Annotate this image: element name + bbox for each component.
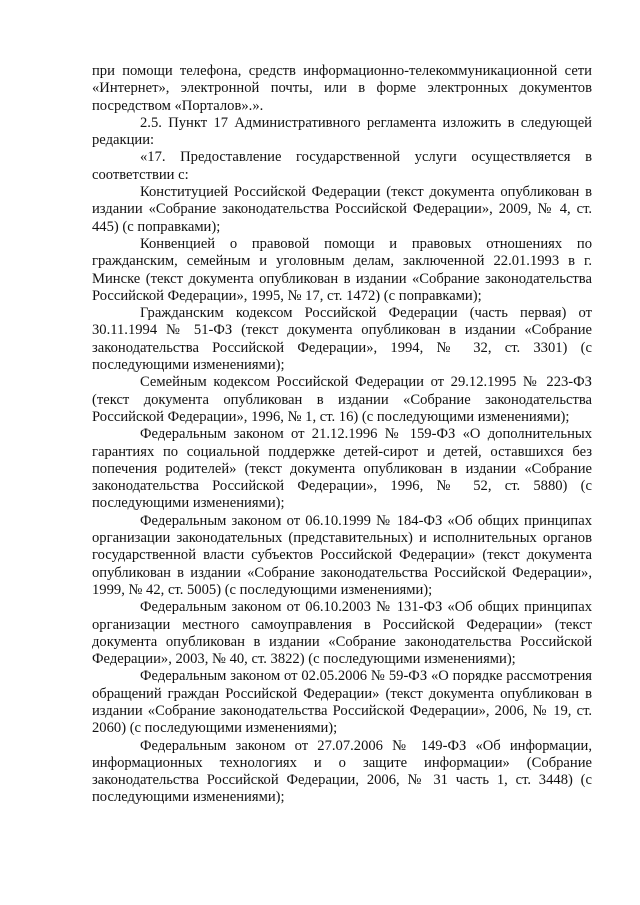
paragraph-convention: Конвенцией о правовой помощи и правовых отношениях по гражданским, семейным и уголовным делам, заключенной 22.01.1993 в г. Минске (текст документа опубликован в издании «Собрание законодательства Российской Федерации», 1995, № 17, ст. 1472) (с поправками); [92,235,592,304]
paragraph-law-131: Федеральным законом от 06.10.2003 № 131-ФЗ «Об общих принципах организации местного самоуправления в Российской Федерации» (текст документа опубликован в издании «Собрание законодательства Российской Федерации», 2003, № 40, ст. 3822) (с последующими изменениями); [92,599,592,668]
paragraph-continuation: при помощи телефона, средств информационно-телекоммуникационной сети «Интернет», электронной почты, или в форме электронных документов посредством «Порталов».». [92,63,592,114]
paragraph-law-184: Федеральным законом от 06.10.1999 № 184-ФЗ «Об общих принципах организации законодательных (представительных) и исполнительных органов государственной власти субъектов Российской Федерации» (текст документа опубликован в издании «Собрание законодательства Российской Федерации», 1999, № 42, ст. 5005) (с последующими изменениями); [92,512,592,598]
document-page [92,63,592,807]
paragraph-clause-17: «17. Предоставление государственной услуги осуществляется в соответствии с: [92,149,592,183]
paragraph-family-code: Семейным кодексом Российской Федерации от 29.12.1995 № 223-ФЗ (текст документа опубликован в издании «Собрание законодательства Российской Федерации», 1996, № 1, ст. 16) (с последующими изменениями); [92,374,592,425]
paragraph-civil-code: Гражданским кодексом Российской Федерации (часть первая) от 30.11.1994 № 51-ФЗ (текст документа опубликован в издании «Собрание законодательства Российской Федерации», 1994, № 32, ст. 3301) (с последующими изменениями); [92,305,592,374]
paragraph-law-159: Федеральным законом от 21.12.1996 № 159-ФЗ «О дополнительных гарантиях по социальной поддержке детей-сирот и детей, оставшихся без попечения родителей» (текст документа опубликован в издании «Собрание законодательства Российской Федерации», 1996, № 52, ст. 5880) (с последующими изменениями); [92,426,592,512]
paragraph-clause-2-5: 2.5. Пункт 17 Административного регламента изложить в следующей редакции: [92,114,592,149]
paragraph-law-59: Федеральным законом от 02.05.2006 № 59-ФЗ «О порядке рассмотрения обращений граждан Российской Федерации» (текст документа опубликован в издании «Собрание законодательства Российской Федерации», 2006, № 19, ст. 2060) (с последующими изменениями); [92,668,592,737]
paragraph-law-149: Федеральным законом от 27.07.2006 № 149-ФЗ «Об информации, информационных технологиях и о защите информации» (Собрание законодательства Российской Федерации, 2006, № 31 часть 1, ст. 3448) (с последующими изменениями); [92,737,592,806]
paragraph-constitution: Конституцией Российской Федерации (текст документа опубликован в издании «Собрание законодательства Российской Федерации», 2009, № 4, ст. 445) (с поправками); [92,184,592,235]
